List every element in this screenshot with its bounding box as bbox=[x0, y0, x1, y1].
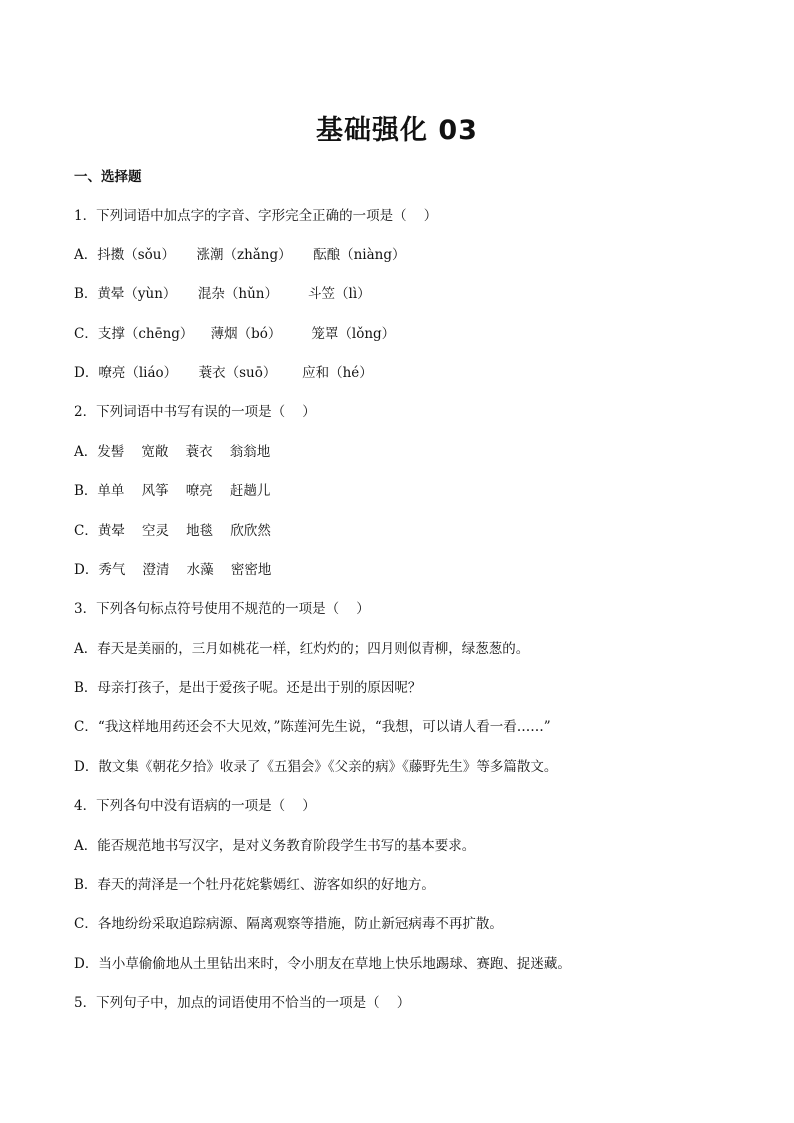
section-heading: 一、选择题 bbox=[74, 169, 142, 185]
question-2-option-c: C．黄晕 空灵 地毯 欣欣然 bbox=[74, 523, 271, 539]
question-4-option-b: B．春天的菏泽是一个牡丹花姹紫嫣红、游客如织的好地方。 bbox=[74, 877, 435, 893]
question-5-stem: 5．下列句子中，加点的词语使用不恰当的一项是（ ） bbox=[74, 995, 411, 1011]
question-1-option-c: C．支撑（chēng） 薄烟（bó） 笼罩（lǒng） bbox=[74, 326, 396, 342]
question-1-stem: 1．下列词语中加点字的字音、字形完全正确的一项是（ ） bbox=[74, 208, 438, 224]
question-3-option-d: D．散文集《朝花夕拾》收录了《五猖会》《父亲的病》《藤野先生》等多篇散文。 bbox=[74, 759, 558, 775]
question-2-option-b: B．单单 风筝 嘹亮 赶趟儿 bbox=[74, 483, 271, 499]
question-3-option-b: B．母亲打孩子，是出于爱孩子呢。还是出于别的原因呢？ bbox=[74, 680, 422, 696]
question-4-option-c: C．各地纷纷采取追踪病源、隔离观察等措施，防止新冠病毒不再扩散。 bbox=[74, 916, 503, 932]
question-4-stem: 4．下列各句中没有语病的一项是（ ） bbox=[74, 798, 316, 814]
question-2-option-d: D．秀气 澄清 水藻 密密地 bbox=[74, 562, 272, 578]
question-3-stem: 3．下列各句标点符号使用不规范的一项是（ ） bbox=[74, 601, 370, 617]
question-4-option-a: A．能否规范地书写汉字，是对义务教育阶段学生书写的基本要求。 bbox=[74, 838, 476, 854]
question-1-option-b: B．黄晕（yùn） 混杂（hǔn） 斗笠（lì） bbox=[74, 286, 371, 302]
question-3-option-a: A．春天是美丽的，三月如桃花一样，红灼灼的；四月则似青柳，绿葱葱的。 bbox=[74, 641, 530, 657]
question-1-option-d: D．嘹亮（liáo） 蓑衣（suō） 应和（hé） bbox=[74, 365, 373, 381]
question-2-option-a: A．发髻 宽敞 蓑衣 翁翁地 bbox=[74, 444, 271, 460]
question-2-stem: 2．下列词语中书写有误的一项是（ ） bbox=[74, 404, 316, 420]
question-4-option-d: D．当小草偷偷地从土里钻出来时，令小朋友在草地上快乐地踢球、赛跑、捉迷藏。 bbox=[74, 956, 571, 972]
question-3-option-c: C．“我这样地用药还会不大见效，”陈莲河先生说，“我想，可以请人看一看……” bbox=[74, 719, 551, 735]
question-1-option-a: A．抖擞（sǒu） 涨潮（zhǎng） 酝酿（niàng） bbox=[74, 247, 406, 263]
page-title: 基础强化 03 bbox=[316, 115, 478, 146]
